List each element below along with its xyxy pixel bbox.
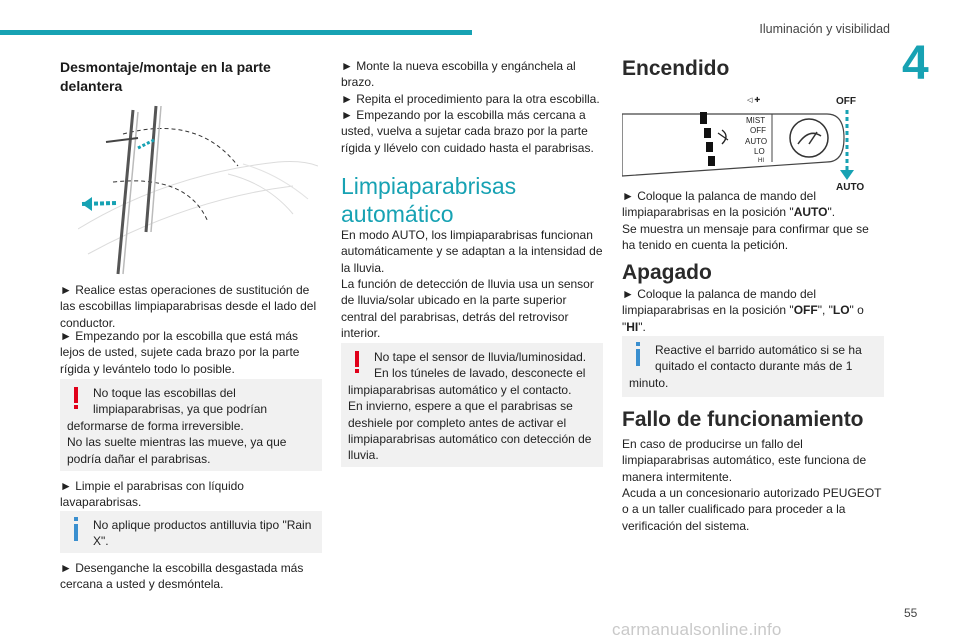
col3-paragraph-3: ► Coloque la palanca de mando del limpiaparabrisas en la posición "OFF", "LO" o "HI". [622,287,864,334]
wiper-stalk-figure [622,92,872,192]
col3-paragraph-5: Acuda a un concesionario autorizado PEUGEOT o a un taller cualificado para proceder a la verificación del sistema. [622,486,882,533]
svg-text:◁ ✚: ◁ ✚ [747,97,761,104]
col2-paragraph-2: ► Repita el procedimiento para la otra escobilla. [341,92,600,106]
auto-wiper-heading: Limpiaparabrisas automático [341,173,517,227]
info-icon [629,342,647,366]
header-accent-bar [0,30,472,35]
col2-paragraph-4: En modo AUTO, los limpiaparabrisas funcionan automáticamente y se adaptan a la intensidad de la lluvia. [341,228,603,275]
page-number: 55 [904,606,918,620]
front-removal-heading: Desmontaje/montaje en la parte delantera [60,59,271,94]
off-heading: Apagado [622,261,712,284]
info-note-2 [622,336,884,397]
warning-icon [67,385,85,409]
warning-note-1-line1: No toque las escobillas del limpiaparabrisas, ya que podrían deformarse de forma irreversible. [67,386,268,433]
info-icon [67,517,85,541]
malfunction-heading: Fallo de funcionamiento [622,408,864,431]
watermark-text: carmanualsonline.info [612,620,782,639]
col2-paragraph-5: La función de detección de lluvia usa un sensor de lluvia/solar ubicado en la parte superior central del parabrisas, detrás del retrovisor interior. [341,277,594,341]
stalk-label-hi: HI [758,158,764,164]
col3-paragraph-4: En caso de producirse un fallo del limpiaparabrisas automático, este funciona de manera intermitente. [622,437,867,484]
warning-icon [348,349,366,373]
info-note-1 [60,511,322,553]
col3-paragraph-2: Se muestra un mensaje para confirmar que se ha tenido en cuenta la petición. [622,222,869,253]
info-note-2-text: Reactive el barrido automático si se ha quitado el contacto durante más de 1 minuto. [629,343,862,390]
col1-paragraph-2: ► Empezando por la escobilla que está más lejos de usted, sujete cada brazo por la parte rígida y levántelo todo lo posible. [60,329,300,376]
col2-paragraph-3: ► Empezando por la escobilla más cercana a usted, vuelva a sujetar cada brazo por la parte rígida y llévelo con cuidado hasta el parabrisas. [341,108,594,155]
wiper-arm-figure [78,104,318,276]
col3-paragraph-1: ► Coloque la palanca de mando del limpiaparabrisas en la posición "AUTO". [622,189,836,220]
col2-paragraph-1: ► Monte la nueva escobilla y engánchela al brazo. [341,59,576,90]
warning-note-2-line1: No tape el sensor de lluvia/luminosidad. [374,350,587,364]
warning-note-1 [60,379,322,471]
stalk-label-mist: MIST [746,116,766,125]
col1-paragraph-3: ► Limpie el parabrisas con líquido lavaparabrisas. [60,479,244,510]
info-note-1-text: No aplique productos antilluvia tipo "Rain X". [93,518,312,549]
section-title: Iluminación y visibilidad [759,22,890,36]
col1-paragraph-4: ► Desenganche la escobilla desgastada más cercana a usted y desmóntela. [60,561,304,592]
stalk-label-lo: LO [754,147,765,156]
warning-note-1-line2: No las suelte mientras las mueve, ya que podría dañar el parabrisas. [67,435,287,466]
position-label-auto: AUTO [836,182,865,192]
stalk-label-off: OFF [750,126,766,135]
warning-note-2-line2: En los túneles de lavado, desconecte el limpiaparabrisas automático y el contacto. [348,366,586,397]
position-label-off: OFF [836,96,856,107]
stalk-label-auto: AUTO [745,137,768,146]
chapter-number: 4 [902,37,929,90]
on-heading: Encendido [622,57,730,80]
warning-note-2-line3: En invierno, espere a que el parabrisas se deshiele por completo antes de activar el limpiaparabrisas automático con detección de lluvia. [348,399,592,463]
col1-paragraph-1: ► Realice estas operaciones de sustitución de las escobillas limpiaparabrisas desde el lado del conductor. [60,283,317,330]
warning-note-2 [341,343,603,467]
